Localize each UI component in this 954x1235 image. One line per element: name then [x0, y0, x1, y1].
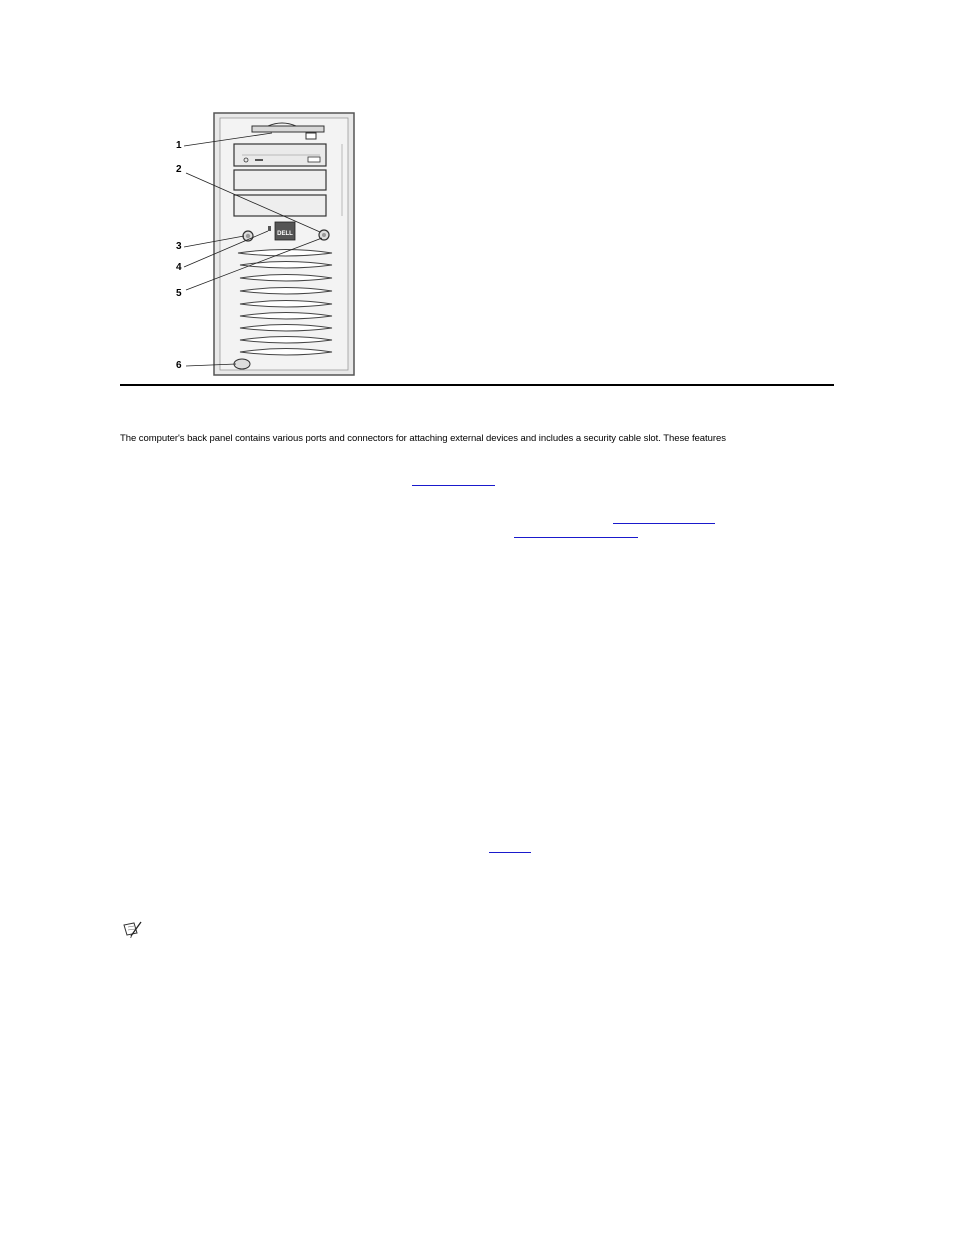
dell-logo: DELL [277, 231, 293, 237]
callout-2: 2 [176, 164, 182, 175]
note-icon [122, 920, 144, 938]
link-4[interactable] [489, 852, 531, 853]
computer-front-illustration [160, 108, 380, 380]
callout-1: 1 [176, 140, 182, 151]
callout-3: 3 [176, 241, 182, 252]
link-2[interactable] [613, 523, 715, 524]
computer-front-panel-figure [160, 108, 380, 380]
callout-4: 4 [176, 262, 182, 273]
callout-5: 5 [176, 288, 182, 299]
callout-6: 6 [176, 360, 182, 371]
section-divider [120, 384, 834, 386]
link-3[interactable] [514, 537, 638, 538]
intro-paragraph: The computer's back panel contains various ports and connectors for attaching external devices and includes a security cable slot. These features [120, 433, 726, 444]
link-1[interactable] [412, 485, 495, 486]
